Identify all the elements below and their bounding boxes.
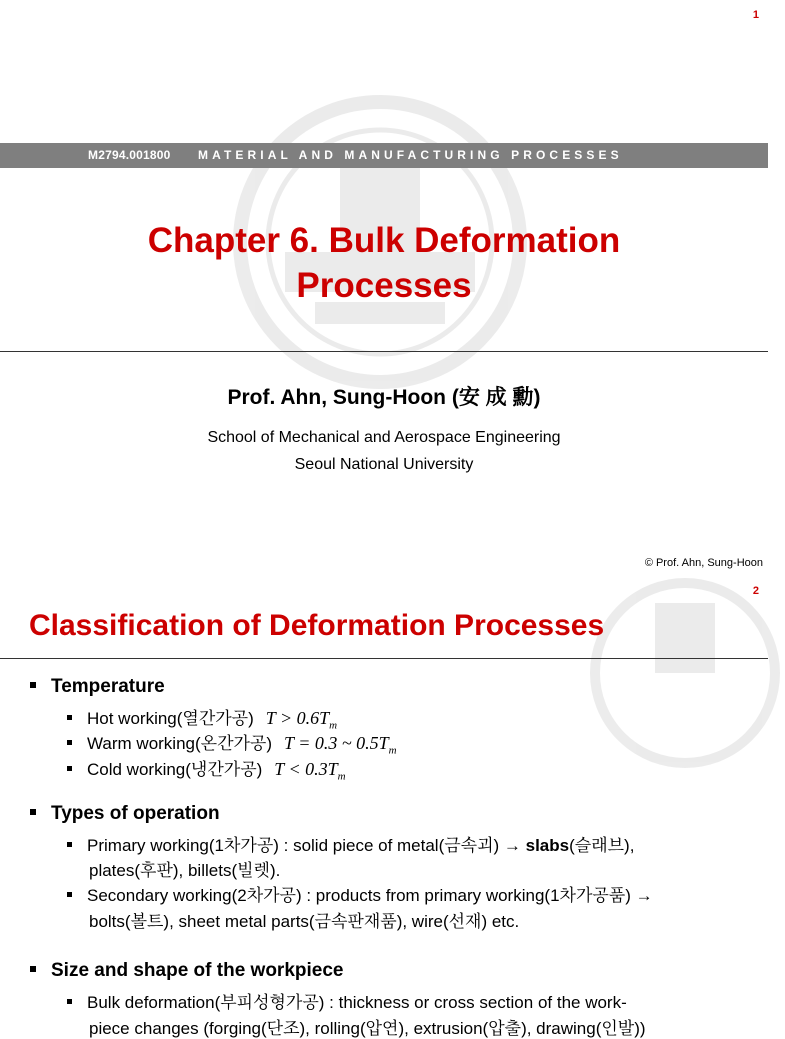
professor-name: Prof. Ahn, Sung-Hoon (安 成 勳)	[227, 386, 541, 409]
page-number: 2	[752, 585, 759, 597]
sub-bullet-label: Warm working(온간가공)	[87, 734, 273, 753]
primary-working-continued: plates(후판), billets(빌렛).	[89, 861, 281, 880]
temperature-formula: $T < 0.3T_m$	[274, 759, 346, 783]
bullet-square-icon	[67, 842, 72, 847]
slide-title: Classification of Deformation Processes	[29, 609, 605, 642]
bullet-square-icon	[67, 766, 72, 771]
divider-line	[0, 351, 768, 352]
chapter-title-line-2: Processes	[296, 266, 472, 305]
copyright-notice: © Prof. Ahn, Sung-Hoon	[644, 557, 763, 569]
sub-bullet-label: Cold working(냉간가공)	[87, 760, 263, 779]
slide-2	[0, 578, 768, 1038]
divider-line	[0, 658, 768, 659]
chapter-title-line-1: Chapter 6. Bulk Deformation	[147, 221, 621, 260]
sub-bullet-secondary-working: Secondary working(2차가공) : products from primary working(1차가공품) →	[67, 881, 653, 906]
bullet-size-and-shape	[30, 960, 343, 982]
bullet-heading: Types of operation	[51, 803, 220, 824]
temperature-formula: $T > 0.6T_m$	[265, 708, 338, 732]
bullet-square-icon	[30, 682, 36, 688]
bullet-square-icon	[30, 966, 36, 972]
temperature-formula: T = 0.3 ~ $0.5T_m$	[284, 733, 397, 757]
sub-bullet-cold-working	[67, 755, 346, 783]
school-name: School of Mechanical and Aerospace Engineering	[207, 429, 561, 446]
university-name: Seoul National University	[294, 456, 474, 473]
chapter-title	[0, 218, 768, 308]
course-code: M2794.001800	[88, 148, 171, 162]
sub-bullet-label: Hot working(열간가공)	[87, 709, 254, 728]
slabs-bold: slabs	[525, 836, 570, 855]
bullet-square-icon	[30, 809, 36, 815]
sub-bullet-bulk-deformation: Bulk deformation(부피성형가공) : thickness or cross section of the work-	[67, 988, 627, 1013]
bullet-square-icon	[67, 999, 72, 1004]
bullet-types-of-operation	[30, 803, 220, 825]
bullet-square-icon	[67, 740, 72, 745]
course-header-bar	[0, 143, 768, 168]
course-name: MATERIAL AND MANUFACTURING PROCESSES	[198, 148, 623, 162]
bullet-square-icon	[67, 715, 72, 720]
sub-bullet-warm-working	[67, 729, 397, 757]
page-number: 1	[752, 9, 759, 21]
bullet-heading: Size and shape of the workpiece	[51, 960, 344, 981]
secondary-working-continued: bolts(볼트), sheet metal parts(금속판재품), wire(선재) etc.	[89, 912, 520, 931]
sub-bullet-hot-working	[67, 704, 337, 732]
bullet-temperature	[30, 676, 165, 698]
bullet-heading: Temperature	[51, 676, 165, 697]
bullet-square-icon	[67, 892, 72, 897]
sub-bullet-primary-working: Primary working(1차가공) : solid piece of metal(금속괴) → slabs(슬래브),	[67, 831, 634, 856]
bulk-deformation-continued: piece changes (forging(단조), rolling(압연), extrusion(압출), drawing(인발))	[89, 1019, 646, 1038]
